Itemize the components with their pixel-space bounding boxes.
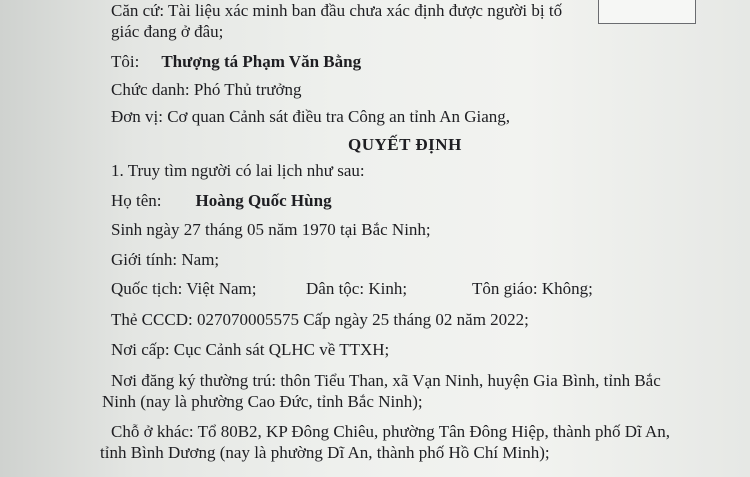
quoc-tich: Quốc tịch: Việt Nam; [111, 279, 257, 298]
ton-giao: Tôn giáo: Không; [472, 279, 593, 298]
item-1-line [111, 161, 365, 181]
toi-name: Thượng tá Phạm Văn Bằng [161, 52, 362, 71]
gioi-tinh-line: Giới tính: Nam; [111, 250, 220, 269]
sinh-ngay-line: Sinh ngày 27 tháng 05 năm 1970 tại Bắc Ninh; [111, 220, 431, 239]
decision-title: QUYẾT ĐỊNH [348, 135, 462, 154]
thuong-tru-line-2: Ninh (nay là phường Cao Đức, tỉnh Bắc Ninh); [102, 392, 423, 411]
the-cccd-line: Thẻ CCCD: 027070005575 Cấp ngày 25 tháng 02 năm 2022; [111, 310, 529, 329]
quoc-tich-line [111, 279, 257, 299]
can-cu-line-1: Căn cứ: Tài liệu xác minh ban đầu chưa xác định được người bị tố [111, 1, 563, 20]
toi-line [111, 52, 361, 72]
toi-label: Tôi: [111, 52, 140, 71]
dan-toc: Dân tộc: Kinh; [306, 279, 408, 298]
cho-o-khac-line-1: Chỗ ở khác: Tổ 80B2, KP Đông Chiêu, phường Tân Đông Hiệp, thành phố Dĩ An, [111, 422, 671, 441]
cho-o-khac-line-2: tỉnh Bình Dương (nay là phường Dĩ An, thành phố Hồ Chí Minh); [100, 443, 550, 462]
ho-ten-label: Họ tên: [111, 191, 162, 210]
item-1-text: 1. Truy tìm người có lai lịch như sau: [111, 161, 365, 180]
chuc-danh-line: Chức danh: Phó Thủ trưởng [111, 80, 302, 99]
thuong-tru-line-1: Nơi đăng ký thường trú: thôn Tiểu Than, xã Vạn Ninh, huyện Gia Bình, tỉnh Bắc [111, 371, 661, 390]
don-vi-line: Đơn vị: Cơ quan Cảnh sát điều tra Công an tỉnh An Giang, [111, 107, 511, 126]
stamp-box [598, 0, 696, 24]
noi-cap-line: Nơi cấp: Cục Cảnh sát QLHC về TTXH; [111, 340, 390, 359]
can-cu-line-2: giác đang ở đâu; [111, 22, 224, 41]
ho-ten-line [111, 191, 332, 211]
ho-ten-value: Hoàng Quốc Hùng [195, 191, 332, 210]
